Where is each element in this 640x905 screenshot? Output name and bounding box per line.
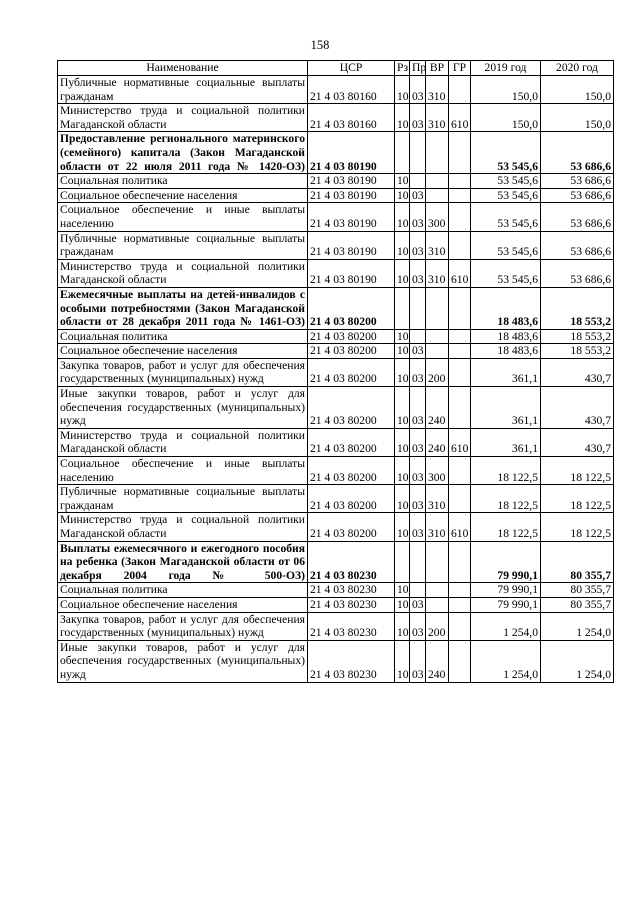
row-gr bbox=[449, 457, 471, 485]
row-pr: 03 bbox=[410, 485, 426, 513]
table-header-row bbox=[58, 61, 614, 76]
row-gr bbox=[449, 485, 471, 513]
row-name: Социальная политика bbox=[58, 329, 308, 344]
row-value-2020: 53 686,6 bbox=[541, 188, 614, 203]
row-value-2020: 430,7 bbox=[541, 358, 614, 386]
row-gr bbox=[449, 387, 471, 429]
row-vr: 200 bbox=[426, 612, 449, 640]
row-name: Социальное обеспечение и иные выплаты населению bbox=[58, 457, 308, 485]
row-value-2020: 53 686,6 bbox=[541, 259, 614, 287]
row-vr: 300 bbox=[426, 203, 449, 231]
row-value-2019: 1 254,0 bbox=[471, 640, 541, 682]
row-rz: 10 bbox=[395, 259, 410, 287]
row-name: Министерство труда и социальной политики Магаданской области bbox=[58, 513, 308, 541]
row-pr: 03 bbox=[410, 76, 426, 104]
row-pr: 03 bbox=[410, 344, 426, 359]
row-value-2019: 53 545,6 bbox=[471, 203, 541, 231]
row-value-2020: 18 553,2 bbox=[541, 344, 614, 359]
row-name: Социальное обеспечение населения bbox=[58, 188, 308, 203]
row-value-2020: 80 355,7 bbox=[541, 541, 614, 583]
row-vr: 310 bbox=[426, 259, 449, 287]
row-vr bbox=[426, 287, 449, 329]
row-csr: 21 4 03 80190 bbox=[308, 231, 395, 259]
row-value-2020: 18 122,5 bbox=[541, 485, 614, 513]
row-pr: 03 bbox=[410, 612, 426, 640]
row-value-2019: 79 990,1 bbox=[471, 583, 541, 598]
header-vr: ВР bbox=[426, 61, 449, 76]
row-value-2019: 53 545,6 bbox=[471, 174, 541, 189]
header-name: Наименование bbox=[58, 61, 308, 76]
row-pr bbox=[410, 132, 426, 174]
row-vr: 300 bbox=[426, 457, 449, 485]
table-row bbox=[58, 358, 614, 386]
row-vr: 310 bbox=[426, 485, 449, 513]
row-rz: 10 bbox=[395, 231, 410, 259]
row-name: Социальное обеспечение населения bbox=[58, 344, 308, 359]
row-value-2020: 18 122,5 bbox=[541, 457, 614, 485]
row-value-2020: 150,0 bbox=[541, 104, 614, 132]
header-pr: Пр bbox=[410, 61, 426, 76]
row-csr: 21 4 03 80200 bbox=[308, 428, 395, 456]
row-csr: 21 4 03 80200 bbox=[308, 329, 395, 344]
row-rz bbox=[395, 541, 410, 583]
row-rz: 10 bbox=[395, 174, 410, 189]
row-pr: 03 bbox=[410, 597, 426, 612]
row-gr bbox=[449, 597, 471, 612]
row-value-2019: 53 545,6 bbox=[471, 132, 541, 174]
row-value-2019: 18 122,5 bbox=[471, 513, 541, 541]
row-name: Публичные нормативные социальные выплаты гражданам bbox=[58, 76, 308, 104]
row-value-2020: 53 686,6 bbox=[541, 231, 614, 259]
row-name: Министерство труда и социальной политики Магаданской области bbox=[58, 259, 308, 287]
row-gr bbox=[449, 640, 471, 682]
row-name: Публичные нормативные социальные выплаты гражданам bbox=[58, 231, 308, 259]
table-row bbox=[58, 287, 614, 329]
table-row bbox=[58, 485, 614, 513]
header-gr: ГР bbox=[449, 61, 471, 76]
table-row bbox=[58, 132, 614, 174]
row-gr bbox=[449, 358, 471, 386]
header-rz: Рз bbox=[395, 61, 410, 76]
row-rz: 10 bbox=[395, 188, 410, 203]
row-value-2020: 1 254,0 bbox=[541, 612, 614, 640]
row-value-2019: 18 483,6 bbox=[471, 287, 541, 329]
table-row bbox=[58, 457, 614, 485]
row-pr bbox=[410, 174, 426, 189]
row-vr bbox=[426, 188, 449, 203]
row-name: Социальная политика bbox=[58, 174, 308, 189]
row-csr: 21 4 03 80200 bbox=[308, 387, 395, 429]
row-gr bbox=[449, 287, 471, 329]
table-row bbox=[58, 174, 614, 189]
row-pr: 03 bbox=[410, 358, 426, 386]
row-name: Выплаты ежемесячного и ежегодного пособия на ребенка (Закон Магаданской области от 06 декабря 2004 года № 500-ОЗ) bbox=[58, 541, 308, 583]
table-row bbox=[58, 597, 614, 612]
table-row bbox=[58, 329, 614, 344]
row-gr: 610 bbox=[449, 513, 471, 541]
row-value-2019: 1 254,0 bbox=[471, 612, 541, 640]
table-row bbox=[58, 231, 614, 259]
row-value-2020: 18 122,5 bbox=[541, 513, 614, 541]
row-name: Закупка товаров, работ и услуг для обеспечения государственных (муниципальных) нужд bbox=[58, 358, 308, 386]
row-csr: 21 4 03 80200 bbox=[308, 358, 395, 386]
row-value-2020: 53 686,6 bbox=[541, 132, 614, 174]
row-vr: 240 bbox=[426, 428, 449, 456]
row-name: Социальное обеспечение населения bbox=[58, 597, 308, 612]
row-pr: 03 bbox=[410, 640, 426, 682]
row-vr bbox=[426, 597, 449, 612]
row-pr bbox=[410, 541, 426, 583]
row-csr: 21 4 03 80190 bbox=[308, 174, 395, 189]
row-value-2019: 361,1 bbox=[471, 358, 541, 386]
row-gr bbox=[449, 76, 471, 104]
table-row bbox=[58, 188, 614, 203]
row-name: Иные закупки товаров, работ и услуг для обеспечения государственных (муниципальных) нужд bbox=[58, 387, 308, 429]
row-rz: 10 bbox=[395, 485, 410, 513]
row-vr: 200 bbox=[426, 358, 449, 386]
row-vr bbox=[426, 344, 449, 359]
row-pr: 03 bbox=[410, 188, 426, 203]
table-row bbox=[58, 203, 614, 231]
row-pr: 03 bbox=[410, 387, 426, 429]
row-csr: 21 4 03 80200 bbox=[308, 287, 395, 329]
table-row bbox=[58, 76, 614, 104]
row-csr: 21 4 03 80160 bbox=[308, 76, 395, 104]
row-vr bbox=[426, 541, 449, 583]
row-value-2020: 18 553,2 bbox=[541, 287, 614, 329]
row-name: Публичные нормативные социальные выплаты гражданам bbox=[58, 485, 308, 513]
row-value-2019: 53 545,6 bbox=[471, 259, 541, 287]
row-gr bbox=[449, 344, 471, 359]
row-vr: 310 bbox=[426, 513, 449, 541]
row-rz: 10 bbox=[395, 640, 410, 682]
header-csr: ЦСР bbox=[308, 61, 395, 76]
row-gr bbox=[449, 612, 471, 640]
row-pr: 03 bbox=[410, 259, 426, 287]
row-vr bbox=[426, 174, 449, 189]
row-csr: 21 4 03 80190 bbox=[308, 132, 395, 174]
row-csr: 21 4 03 80230 bbox=[308, 541, 395, 583]
row-value-2020: 150,0 bbox=[541, 76, 614, 104]
row-csr: 21 4 03 80190 bbox=[308, 203, 395, 231]
row-csr: 21 4 03 80190 bbox=[308, 188, 395, 203]
row-rz: 10 bbox=[395, 457, 410, 485]
row-pr: 03 bbox=[410, 203, 426, 231]
row-rz: 10 bbox=[395, 583, 410, 598]
row-vr: 310 bbox=[426, 76, 449, 104]
row-gr bbox=[449, 329, 471, 344]
table-row bbox=[58, 583, 614, 598]
row-name: Иные закупки товаров, работ и услуг для обеспечения государственных (муниципальных) нужд bbox=[58, 640, 308, 682]
row-csr: 21 4 03 80160 bbox=[308, 104, 395, 132]
row-value-2020: 430,7 bbox=[541, 387, 614, 429]
row-value-2019: 361,1 bbox=[471, 428, 541, 456]
row-gr: 610 bbox=[449, 259, 471, 287]
row-value-2019: 79 990,1 bbox=[471, 597, 541, 612]
row-name: Министерство труда и социальной политики Магаданской области bbox=[58, 104, 308, 132]
row-value-2019: 79 990,1 bbox=[471, 541, 541, 583]
row-csr: 21 4 03 80200 bbox=[308, 485, 395, 513]
row-value-2020: 53 686,6 bbox=[541, 174, 614, 189]
row-pr: 03 bbox=[410, 231, 426, 259]
row-name: Социальная политика bbox=[58, 583, 308, 598]
row-name: Министерство труда и социальной политики Магаданской области bbox=[58, 428, 308, 456]
row-pr bbox=[410, 329, 426, 344]
row-rz: 10 bbox=[395, 387, 410, 429]
row-vr bbox=[426, 329, 449, 344]
row-rz: 10 bbox=[395, 597, 410, 612]
budget-table bbox=[57, 60, 614, 683]
row-value-2019: 361,1 bbox=[471, 387, 541, 429]
header-2020: 2020 год bbox=[541, 61, 614, 76]
row-value-2020: 18 553,2 bbox=[541, 329, 614, 344]
header-2019: 2019 год bbox=[471, 61, 541, 76]
row-rz bbox=[395, 287, 410, 329]
table-row bbox=[58, 387, 614, 429]
row-csr: 21 4 03 80200 bbox=[308, 344, 395, 359]
table-row bbox=[58, 104, 614, 132]
row-csr: 21 4 03 80230 bbox=[308, 640, 395, 682]
row-name: Социальное обеспечение и иные выплаты населению bbox=[58, 203, 308, 231]
table-row bbox=[58, 640, 614, 682]
row-pr: 03 bbox=[410, 104, 426, 132]
row-pr bbox=[410, 583, 426, 598]
row-pr: 03 bbox=[410, 428, 426, 456]
row-value-2020: 53 686,6 bbox=[541, 203, 614, 231]
table-row bbox=[58, 513, 614, 541]
row-pr: 03 bbox=[410, 513, 426, 541]
table-row bbox=[58, 344, 614, 359]
row-value-2020: 80 355,7 bbox=[541, 597, 614, 612]
row-rz: 10 bbox=[395, 513, 410, 541]
table-row bbox=[58, 612, 614, 640]
row-vr: 240 bbox=[426, 640, 449, 682]
row-csr: 21 4 03 80230 bbox=[308, 612, 395, 640]
row-rz: 10 bbox=[395, 612, 410, 640]
row-gr bbox=[449, 203, 471, 231]
row-value-2020: 430,7 bbox=[541, 428, 614, 456]
row-pr: 03 bbox=[410, 457, 426, 485]
row-rz: 10 bbox=[395, 344, 410, 359]
row-name: Предоставление регионального материнского (семейного) капитала (Закон Магаданской области от 22 июля 2011 года № 1420-ОЗ) bbox=[58, 132, 308, 174]
row-name: Ежемесячные выплаты на детей-инвалидов с особыми потребностями (Закон Магаданской области от 28 декабря 2011 года № 1461-ОЗ) bbox=[58, 287, 308, 329]
row-value-2020: 1 254,0 bbox=[541, 640, 614, 682]
row-value-2019: 18 122,5 bbox=[471, 485, 541, 513]
table-row bbox=[58, 428, 614, 456]
row-gr bbox=[449, 231, 471, 259]
row-value-2019: 18 483,6 bbox=[471, 329, 541, 344]
row-value-2019: 150,0 bbox=[471, 76, 541, 104]
row-vr: 240 bbox=[426, 387, 449, 429]
row-gr bbox=[449, 541, 471, 583]
row-vr bbox=[426, 132, 449, 174]
row-rz: 10 bbox=[395, 104, 410, 132]
row-csr: 21 4 03 80190 bbox=[308, 259, 395, 287]
row-gr: 610 bbox=[449, 104, 471, 132]
row-name: Закупка товаров, работ и услуг для обеспечения государственных (муниципальных) нужд bbox=[58, 612, 308, 640]
row-rz: 10 bbox=[395, 76, 410, 104]
row-csr: 21 4 03 80200 bbox=[308, 513, 395, 541]
table-row bbox=[58, 541, 614, 583]
row-vr: 310 bbox=[426, 231, 449, 259]
row-rz: 10 bbox=[395, 428, 410, 456]
row-rz: 10 bbox=[395, 358, 410, 386]
page-number: 158 bbox=[310, 38, 330, 52]
row-gr bbox=[449, 188, 471, 203]
row-csr: 21 4 03 80200 bbox=[308, 457, 395, 485]
row-gr bbox=[449, 583, 471, 598]
row-rz bbox=[395, 132, 410, 174]
table-body bbox=[58, 76, 614, 683]
row-rz: 10 bbox=[395, 329, 410, 344]
row-csr: 21 4 03 80230 bbox=[308, 597, 395, 612]
row-value-2019: 18 483,6 bbox=[471, 344, 541, 359]
row-gr: 610 bbox=[449, 428, 471, 456]
row-value-2020: 80 355,7 bbox=[541, 583, 614, 598]
row-gr bbox=[449, 174, 471, 189]
table-row bbox=[58, 259, 614, 287]
row-vr: 310 bbox=[426, 104, 449, 132]
row-value-2019: 53 545,6 bbox=[471, 188, 541, 203]
row-rz: 10 bbox=[395, 203, 410, 231]
row-value-2019: 18 122,5 bbox=[471, 457, 541, 485]
row-csr: 21 4 03 80230 bbox=[308, 583, 395, 598]
row-value-2019: 53 545,6 bbox=[471, 231, 541, 259]
row-gr bbox=[449, 132, 471, 174]
row-pr bbox=[410, 287, 426, 329]
row-value-2019: 150,0 bbox=[471, 104, 541, 132]
row-vr bbox=[426, 583, 449, 598]
